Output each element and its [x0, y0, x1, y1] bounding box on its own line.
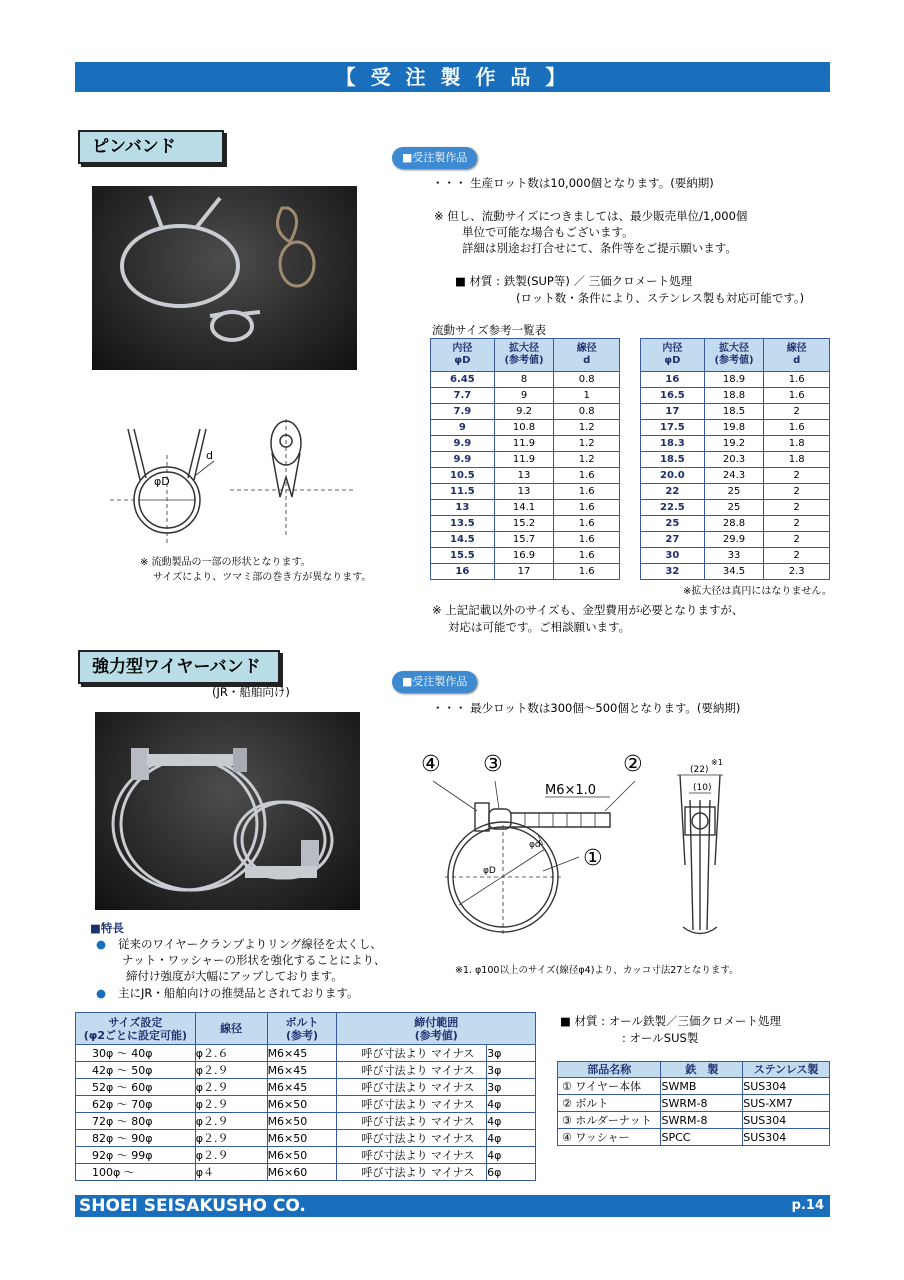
table-cell: 1.6	[554, 468, 620, 484]
table-cell: 8	[494, 372, 554, 388]
table-cell: 11.5	[431, 484, 495, 500]
table-cell: 7.7	[431, 388, 495, 404]
feature-2: ナット・ワッシャーの形状を強化することにより、	[122, 953, 386, 967]
table-cell: M6×50	[267, 1147, 337, 1164]
feature-1: 従来のワイヤークランプよりリング線径を太くし、	[118, 937, 382, 951]
table-row	[76, 1147, 536, 1164]
pin-band-photo	[92, 186, 357, 370]
pin-material-1: ■ 材質 : 鉄製(SUP等) ／ 三価クロメート処理	[455, 274, 693, 288]
size-table-right	[640, 338, 830, 580]
table-cell: 13.5	[431, 516, 495, 532]
pin-band-photo-art	[92, 186, 357, 370]
feature-3: 締付け強度が大幅にアップしております。	[126, 969, 343, 983]
table-cell: 18.3	[641, 436, 705, 452]
th-bolt: ボルト (参考)	[267, 1013, 337, 1045]
table-cell: 0.8	[554, 404, 620, 420]
table-cell: 呼び寸法より マイナス	[337, 1079, 487, 1096]
table-cell: 17	[494, 564, 554, 580]
table-row	[431, 468, 620, 484]
table-row	[76, 1164, 536, 1181]
th-expanded-diameter: 拡大径 (参考値)	[704, 339, 764, 372]
table-row	[641, 468, 830, 484]
table-cell: 2	[764, 532, 830, 548]
th-inner-diameter: 内径 φD	[431, 339, 495, 372]
table-cell: 1.6	[554, 532, 620, 548]
wire-band-photo	[95, 712, 360, 910]
table-cell: 呼び寸法より マイナス	[337, 1164, 487, 1181]
table-row	[431, 484, 620, 500]
wire-material-2: : オールSUS製	[622, 1031, 699, 1045]
table-cell: 18.5	[704, 404, 764, 420]
table-cell: 1.6	[764, 372, 830, 388]
table-cell: 4φ	[487, 1113, 536, 1130]
wire-band-drawing	[415, 745, 775, 945]
table-cell: 16	[641, 372, 705, 388]
parts-table	[557, 1061, 830, 1146]
size-table-left	[430, 338, 620, 580]
dim-phi-d: φD	[154, 475, 170, 488]
table-cell: 呼び寸法より マイナス	[337, 1062, 487, 1079]
table-cell: φ２.９	[195, 1130, 267, 1147]
table-cell: 3φ	[487, 1045, 536, 1062]
table-cell: 20.3	[704, 452, 764, 468]
th-steel: 鉄 製	[661, 1062, 743, 1078]
table-row	[431, 420, 620, 436]
table-row	[76, 1079, 536, 1096]
table-cell: 25	[641, 516, 705, 532]
table-cell: 1.6	[764, 388, 830, 404]
table-cell: 2.3	[764, 564, 830, 580]
table-row	[641, 452, 830, 468]
table-cell: 18.5	[641, 452, 705, 468]
table-cell: M6×45	[267, 1079, 337, 1096]
wire-band-subtitle: (JR・船舶向け)	[212, 685, 290, 699]
table-cell: 19.2	[704, 436, 764, 452]
table-cell: SUS304	[743, 1078, 830, 1095]
table-cell: 1.6	[554, 564, 620, 580]
table-cell: φ２.９	[195, 1096, 267, 1113]
table-cell: 13	[494, 484, 554, 500]
table-cell: 9.9	[431, 436, 495, 452]
page-title: 【 受 注 製 作 品 】	[75, 62, 830, 92]
table-cell: 1.6	[764, 420, 830, 436]
table-cell: 6φ	[487, 1164, 536, 1181]
table-cell: 22.5	[641, 500, 705, 516]
table-row	[431, 388, 620, 404]
table-row	[558, 1078, 830, 1095]
dim-note-mark: ※1	[711, 758, 723, 767]
table-cell: 15.7	[494, 532, 554, 548]
table-row	[76, 1113, 536, 1130]
table-cell: 7.9	[431, 404, 495, 420]
table-cell: φ２.６	[195, 1045, 267, 1062]
table-cell: 呼び寸法より マイナス	[337, 1147, 487, 1164]
table-cell: 4φ	[487, 1147, 536, 1164]
table-row	[431, 500, 620, 516]
table-cell: ④ ワッシャー	[558, 1129, 661, 1146]
callout-4: ④	[421, 752, 441, 777]
table-row	[431, 516, 620, 532]
table-cell: 9.2	[494, 404, 554, 420]
table-cell: 2	[764, 404, 830, 420]
bullet-icon: ●	[96, 937, 107, 951]
pin-drawing-note-2: サイズにより、ツマミ部の巻き方が異なります。	[153, 572, 372, 583]
table-cell: 18.9	[704, 372, 764, 388]
made-to-order-badge: ■受注製作品	[392, 147, 477, 169]
table-cell: ① ワイヤー本体	[558, 1078, 661, 1095]
table-cell: 呼び寸法より マイナス	[337, 1113, 487, 1130]
table-cell: 2	[764, 548, 830, 564]
table-row	[431, 452, 620, 468]
pin-footer-2: 対応は可能です。ご相談願います。	[448, 620, 631, 634]
table-cell: 2	[764, 468, 830, 484]
th-stainless: ステンレス製	[743, 1062, 830, 1078]
table-row	[558, 1129, 830, 1146]
th-expanded-diameter: 拡大径 (参考値)	[494, 339, 554, 372]
features-title: ■特長	[90, 921, 124, 935]
pin-material-2: (ロット数・条件により、ステンレス製も対応可能です。)	[516, 291, 805, 305]
table-cell: 15.5	[431, 548, 495, 564]
table-note: ※拡大径は真円にはなりません。	[683, 586, 832, 597]
th-wire-diameter: 線径 d	[764, 339, 830, 372]
table-cell: 13	[431, 500, 495, 516]
th-wire: 線径	[195, 1013, 267, 1045]
table-row	[641, 404, 830, 420]
pin-lot-text: ・・・ 生産ロット数は10,000個となります。(要納期)	[432, 176, 714, 190]
table-cell: M6×50	[267, 1113, 337, 1130]
table-cell: 呼び寸法より マイナス	[337, 1045, 487, 1062]
dim-10: (10)	[693, 783, 712, 793]
table-cell: 25	[704, 500, 764, 516]
table-cell: 11.9	[494, 452, 554, 468]
table-cell: 4φ	[487, 1096, 536, 1113]
table-row	[641, 548, 830, 564]
table-row	[431, 404, 620, 420]
table-cell: 2	[764, 500, 830, 516]
table-cell: 82φ ～ 90φ	[76, 1130, 196, 1147]
table-cell: 10.8	[494, 420, 554, 436]
feature-4: 主にJR・船舶向けの推奨品とされております。	[118, 986, 359, 1000]
table-cell: M6×50	[267, 1096, 337, 1113]
pin-note-1: ※ 但し、流動サイズにつきましては、最少販売単位/1,000個	[434, 209, 748, 223]
table-row	[641, 484, 830, 500]
table-cell: ③ ホルダーナット	[558, 1112, 661, 1129]
table-cell: 24.3	[704, 468, 764, 484]
table-row	[431, 532, 620, 548]
table-cell: 17.5	[641, 420, 705, 436]
dim-wire-d: d	[206, 449, 213, 462]
callout-1: ①	[583, 846, 603, 871]
pin-drawing-note-1: ※ 流動製品の一部の形状となります。	[140, 557, 311, 568]
pin-note-3: 詳細は別途お打合せにて、条件等をご提示願います。	[462, 241, 737, 255]
table-cell: 34.5	[704, 564, 764, 580]
table-row	[431, 436, 620, 452]
table-row	[641, 532, 830, 548]
table-cell: 32	[641, 564, 705, 580]
table-cell: 28.8	[704, 516, 764, 532]
dim-22: (22)	[690, 765, 709, 775]
table-cell: SPCC	[661, 1129, 743, 1146]
th-inner-diameter: 内径 φD	[641, 339, 705, 372]
wire-diagram-note: ※1. φ100以上のサイズ(線径φ4)より、カッコ寸法27となります。	[455, 965, 739, 976]
table-cell: 27	[641, 532, 705, 548]
table-cell: M6×45	[267, 1062, 337, 1079]
table-cell: 72φ ～ 80φ	[76, 1113, 196, 1130]
table-cell: 2	[764, 516, 830, 532]
table-cell: 9.9	[431, 452, 495, 468]
table-cell: φ４	[195, 1164, 267, 1181]
table-cell: 62φ ～ 70φ	[76, 1096, 196, 1113]
table-cell: SUS304	[743, 1112, 830, 1129]
th-range: 締付範囲 (参考値)	[337, 1013, 536, 1045]
table-cell: 33	[704, 548, 764, 564]
table-cell: 100φ ～	[76, 1164, 196, 1181]
table-cell: φ２.９	[195, 1079, 267, 1096]
table-cell: 25	[704, 484, 764, 500]
table-cell: φ２.９	[195, 1062, 267, 1079]
table-row	[641, 500, 830, 516]
table-row	[641, 420, 830, 436]
th-size: サイズ設定 (φ2ごとに設定可能)	[76, 1013, 196, 1045]
table-cell: 1.2	[554, 452, 620, 468]
table-cell: 1.6	[554, 516, 620, 532]
table-cell: 14.1	[494, 500, 554, 516]
pin-note-2: 単位で可能な場合もございます。	[462, 225, 634, 239]
table-cell: 22	[641, 484, 705, 500]
table-row	[641, 372, 830, 388]
table-cell: M6×60	[267, 1164, 337, 1181]
table-cell: 16	[431, 564, 495, 580]
table-row	[558, 1095, 830, 1112]
table-row	[641, 516, 830, 532]
table-cell: 14.5	[431, 532, 495, 548]
table-cell: SUS-XM7	[743, 1095, 830, 1112]
wire-material-1: ■ 材質 : オール鉄製／三価クロメート処理	[560, 1014, 781, 1028]
bolt-spec: M6×1.0	[545, 783, 597, 798]
table-cell: φ２.９	[195, 1113, 267, 1130]
table-cell: 20.0	[641, 468, 705, 484]
size-table-title: 流動サイズ参考一覧表	[432, 323, 547, 337]
bullet-icon: ●	[96, 986, 107, 1000]
company-name: SHOEI SEISAKUSHO CO.	[79, 1196, 306, 1216]
wire-lot-text: ・・・ 最少ロット数は300個～500個となります。(要納期)	[432, 701, 741, 715]
table-cell: 1.6	[554, 500, 620, 516]
table-row	[431, 564, 620, 580]
table-row	[431, 372, 620, 388]
table-cell: 4φ	[487, 1130, 536, 1147]
pin-band-drawing	[110, 415, 370, 555]
table-cell: 3φ	[487, 1079, 536, 1096]
table-cell: 1	[554, 388, 620, 404]
table-cell: 呼び寸法より マイナス	[337, 1096, 487, 1113]
table-cell: ② ボルト	[558, 1095, 661, 1112]
table-row	[76, 1096, 536, 1113]
table-cell: 10.5	[431, 468, 495, 484]
table-cell: 52φ ～ 60φ	[76, 1079, 196, 1096]
table-cell: 6.45	[431, 372, 495, 388]
table-cell: 42φ ～ 50φ	[76, 1062, 196, 1079]
table-cell: 92φ ～ 99φ	[76, 1147, 196, 1164]
table-cell: SUS304	[743, 1129, 830, 1146]
callout-3: ③	[483, 752, 503, 777]
table-cell: 9	[494, 388, 554, 404]
table-row	[641, 388, 830, 404]
table-cell: 1.6	[554, 548, 620, 564]
wire-size-table	[75, 1012, 536, 1181]
table-cell: 13	[494, 468, 554, 484]
table-cell: 18.8	[704, 388, 764, 404]
table-cell: 0.8	[554, 372, 620, 388]
table-cell: 1.8	[764, 436, 830, 452]
table-cell: SWRM-8	[661, 1112, 743, 1129]
table-cell: M6×50	[267, 1130, 337, 1147]
table-cell: 1.6	[554, 484, 620, 500]
table-cell: 30φ ～ 40φ	[76, 1045, 196, 1062]
table-cell: 16.5	[641, 388, 705, 404]
table-cell: 1.8	[764, 452, 830, 468]
table-row	[76, 1045, 536, 1062]
table-cell: φ２.９	[195, 1147, 267, 1164]
table-cell: SWMB	[661, 1078, 743, 1095]
dim-phi-d-ring: φD	[483, 866, 496, 876]
table-cell: SWRM-8	[661, 1095, 743, 1112]
table-cell: 1.2	[554, 420, 620, 436]
section-label-pin-band: ピンバンド	[78, 130, 224, 164]
table-cell: M6×45	[267, 1045, 337, 1062]
table-cell: 15.2	[494, 516, 554, 532]
th-part-name: 部品名称	[558, 1062, 661, 1078]
table-cell: 16.9	[494, 548, 554, 564]
table-cell: 9	[431, 420, 495, 436]
dim-phi-d-wire: φd	[529, 840, 541, 850]
page-number: p.14	[791, 1198, 824, 1213]
table-row	[641, 436, 830, 452]
table-cell: 1.2	[554, 436, 620, 452]
pin-footer-1: ※ 上記記載以外のサイズも、金型費用が必要となりますが、	[432, 603, 744, 617]
table-row	[641, 564, 830, 580]
table-cell: 17	[641, 404, 705, 420]
section-label-wire-band: 強力型ワイヤーバンド	[78, 650, 280, 684]
footer-bar	[75, 1195, 830, 1217]
callout-2: ②	[623, 752, 643, 777]
table-cell: 19.8	[704, 420, 764, 436]
table-row	[76, 1130, 536, 1147]
table-row	[76, 1062, 536, 1079]
table-cell: 2	[764, 484, 830, 500]
table-cell: 呼び寸法より マイナス	[337, 1130, 487, 1147]
table-cell: 29.9	[704, 532, 764, 548]
table-cell: 3φ	[487, 1062, 536, 1079]
table-row	[431, 548, 620, 564]
table-cell: 11.9	[494, 436, 554, 452]
th-wire-diameter: 線径 d	[554, 339, 620, 372]
made-to-order-badge: ■受注製作品	[392, 671, 477, 693]
table-row	[558, 1112, 830, 1129]
table-cell: 30	[641, 548, 705, 564]
wire-band-photo-art	[95, 712, 360, 910]
